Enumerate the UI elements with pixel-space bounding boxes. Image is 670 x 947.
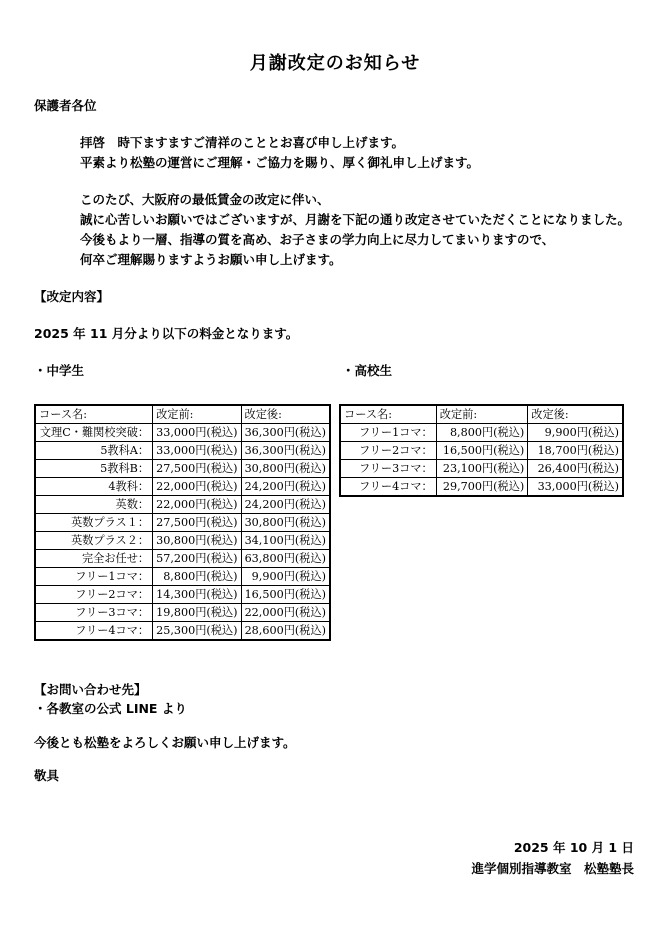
- price-before: 27,500円(税込): [153, 514, 241, 532]
- contact-text: ・各教室の公式 LINE より: [34, 701, 187, 716]
- price-before: 33,000円(税込): [153, 424, 241, 442]
- sign-off: 敬具: [34, 768, 60, 783]
- price-before: 25,300円(税込): [153, 622, 241, 641]
- price-after: 33,000円(税込): [528, 478, 623, 497]
- price-after: 18,700円(税込): [528, 442, 623, 460]
- price-after: 63,800円(税込): [241, 550, 330, 568]
- header-course: コース名:: [340, 405, 436, 424]
- table-row: [35, 568, 330, 586]
- course-name: 英数プラス１：: [35, 514, 153, 532]
- price-before: 33,000円(税込): [153, 442, 241, 460]
- table-row: [340, 478, 623, 497]
- price-before: 16,500円(税込): [436, 442, 528, 460]
- course-name: 5教科A：: [35, 442, 153, 460]
- course-name: フリー4コマ：: [340, 478, 436, 497]
- course-name: フリー3コマ：: [35, 604, 153, 622]
- price-after: 30,800円(税込): [241, 460, 330, 478]
- price-after: 22,000円(税込): [241, 604, 330, 622]
- signature: 進学個別指導教室 松塾塾長: [471, 861, 634, 876]
- revision-heading: 【改定内容】: [34, 289, 110, 304]
- table-header-row: [340, 405, 623, 424]
- table-row: [35, 478, 330, 496]
- course-name: 4教科：: [35, 478, 153, 496]
- price-before: 23,100円(税込): [436, 460, 528, 478]
- table-row: [35, 460, 330, 478]
- header-course: コース名:: [35, 405, 153, 424]
- price-before: 57,200円(税込): [153, 550, 241, 568]
- course-name: フリー4コマ：: [35, 622, 153, 641]
- table-row: [35, 622, 330, 641]
- table-row: [35, 586, 330, 604]
- price-after: 28,600円(税込): [241, 622, 330, 641]
- course-name: 5教科B：: [35, 460, 153, 478]
- price-before: 19,800円(税込): [153, 604, 241, 622]
- price-before: 30,800円(税込): [153, 532, 241, 550]
- table-row: [35, 424, 330, 442]
- course-name: フリー2コマ：: [35, 586, 153, 604]
- price-before: 22,000円(税込): [153, 478, 241, 496]
- course-name: フリー1コマ：: [340, 424, 436, 442]
- junior-label: ・中学生: [34, 363, 85, 378]
- course-name: 完全お任せ：: [35, 550, 153, 568]
- header-after: 改定後:: [528, 405, 623, 424]
- course-name: フリー1コマ：: [35, 568, 153, 586]
- course-name: 英数：: [35, 496, 153, 514]
- price-before: 27,500円(税込): [153, 460, 241, 478]
- table-header-row: [35, 405, 330, 424]
- table-row: [35, 496, 330, 514]
- addressee: 保護者各位: [34, 98, 97, 113]
- page-title: 月謝改定のお知らせ: [249, 53, 421, 74]
- course-name: フリー2コマ：: [340, 442, 436, 460]
- price-before: 22,000円(税込): [153, 496, 241, 514]
- table-row: [35, 550, 330, 568]
- table-row: [340, 442, 623, 460]
- price-before: 29,700円(税込): [436, 478, 528, 497]
- header-before: 改定前:: [153, 405, 241, 424]
- body-line-4: 何卒ご理解賜りますようお願い申し上げます。: [80, 252, 342, 267]
- revision-text: 2025 年 11 月分より以下の料金となります。: [34, 326, 299, 341]
- body-line-2: 誠に心苦しいお願いではございますが、月謝を下記の通り改定させていただくことになりました。: [80, 212, 631, 227]
- price-before: 14,300円(税込): [153, 586, 241, 604]
- price-after: 9,900円(税込): [241, 568, 330, 586]
- course-name: 英数プラス２：: [35, 532, 153, 550]
- header-after: 改定後:: [241, 405, 330, 424]
- body-line-1: このたび、大阪府の最低賃金の改定に伴い、: [80, 192, 330, 207]
- table-row: [340, 424, 623, 442]
- price-before: 8,800円(税込): [153, 568, 241, 586]
- price-after: 16,500円(税込): [241, 586, 330, 604]
- greeting-line-2: 平素より松塾の運営にご理解・ご協力を賜り、厚く御礼申し上げます。: [80, 155, 480, 170]
- table-row: [35, 604, 330, 622]
- senior-label: ・高校生: [342, 363, 393, 378]
- table-row: [35, 442, 330, 460]
- price-after: 26,400円(税込): [528, 460, 623, 478]
- body-line-3: 今後もより一層、指導の質を高め、お子さまの学力向上に尽力してまいりますので、: [80, 232, 555, 247]
- price-after: 36,300円(税込): [241, 424, 330, 442]
- header-before: 改定前:: [436, 405, 528, 424]
- course-name: 文理C・難関校突破：: [35, 424, 153, 442]
- price-after: 9,900円(税込): [528, 424, 623, 442]
- contact-heading: 【お問い合わせ先】: [34, 682, 147, 697]
- greeting-line-1: 拝啓 時下ますますご清祥のこととお喜び申し上げます。: [80, 135, 405, 150]
- price-after: 34,100円(税込): [241, 532, 330, 550]
- issue-date: 2025 年 10 月 1 日: [513, 840, 634, 855]
- price-after: 24,200円(税込): [241, 478, 330, 496]
- price-after: 24,200円(税込): [241, 496, 330, 514]
- table-row: [35, 514, 330, 532]
- junior-fee-table: [34, 404, 331, 641]
- price-before: 8,800円(税込): [436, 424, 528, 442]
- table-row: [340, 460, 623, 478]
- price-after: 36,300円(税込): [241, 442, 330, 460]
- price-after: 30,800円(税込): [241, 514, 330, 532]
- course-name: フリー3コマ：: [340, 460, 436, 478]
- senior-fee-table: [339, 404, 624, 497]
- closing-text: 今後とも松塾をよろしくお願い申し上げます。: [34, 735, 296, 750]
- table-row: [35, 532, 330, 550]
